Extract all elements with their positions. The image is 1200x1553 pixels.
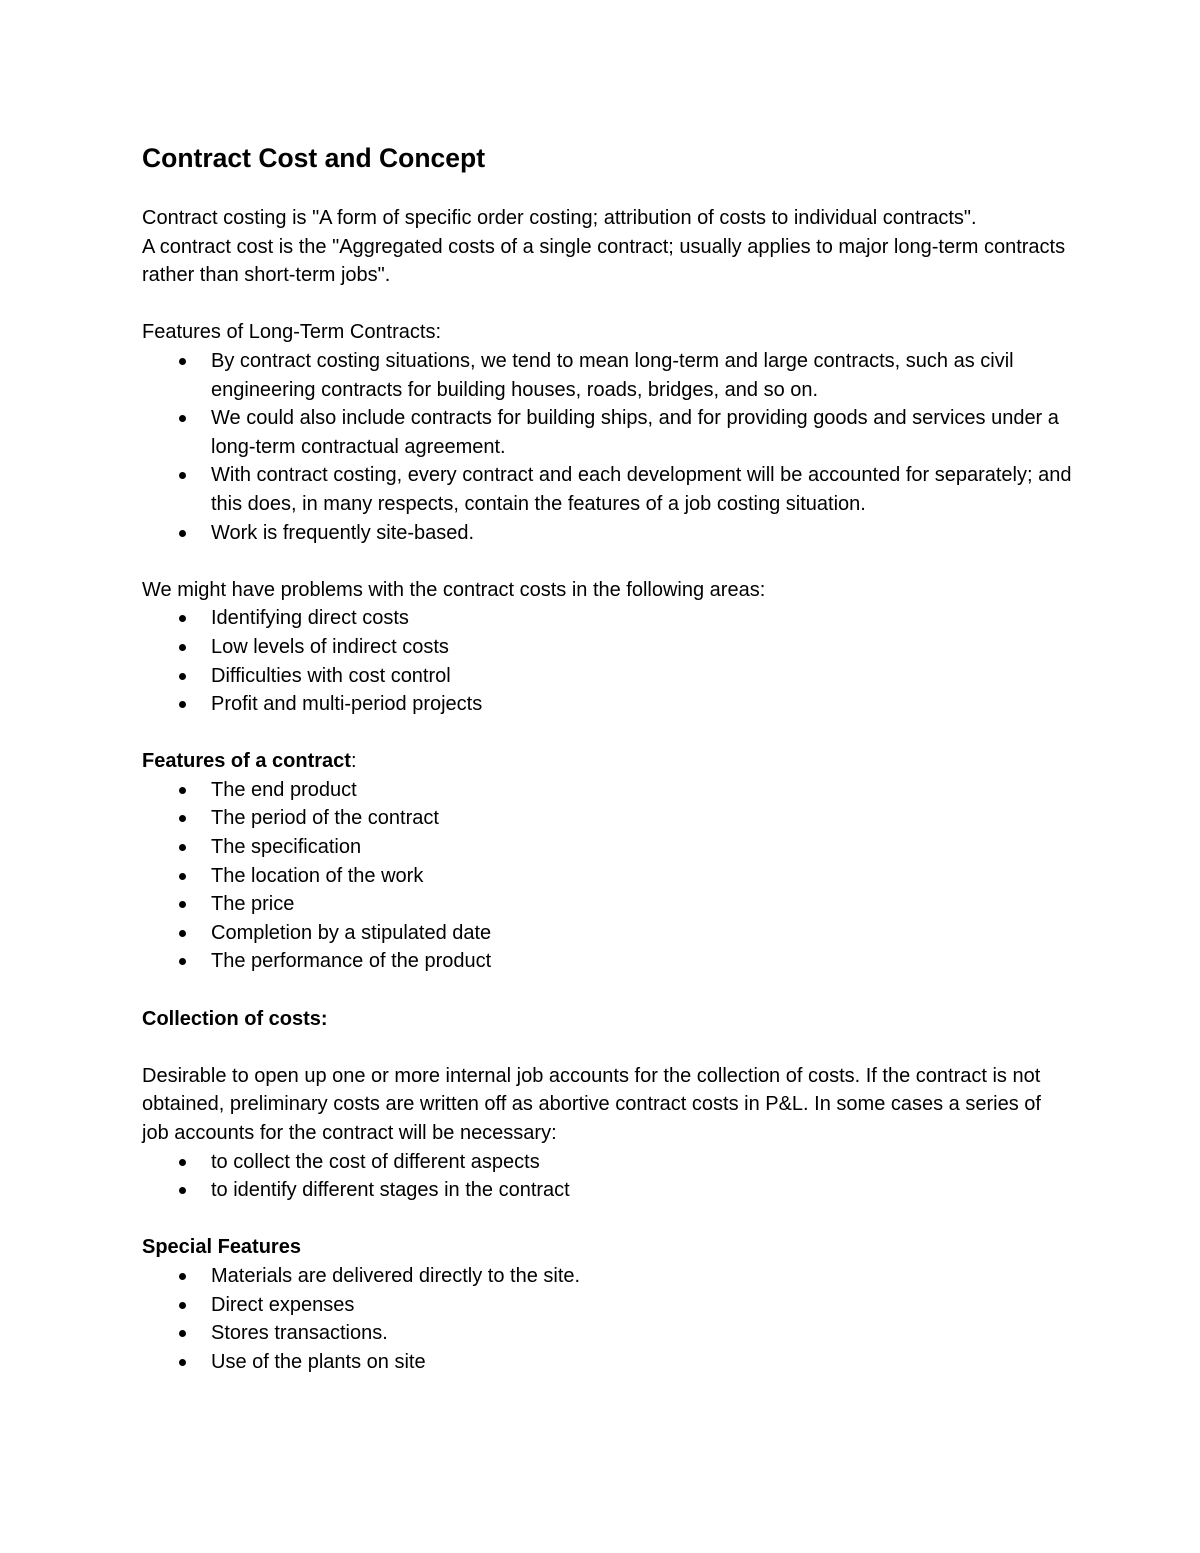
contract-features-list (142, 776, 1072, 976)
list-item: By contract costing situations, we tend to mean long-term and large contracts, such as civil engineering contracts for building houses, roads, bridges, and so on. (211, 347, 1072, 404)
list-item: The end product (211, 776, 1072, 805)
list-item: The location of the work (211, 862, 1072, 891)
page-title: Contract Cost and Concept (142, 143, 486, 173)
list-item: Work is frequently site-based. (211, 519, 1072, 548)
list-item: Direct expenses (211, 1291, 1072, 1320)
list-item: Difficulties with cost control (211, 662, 1072, 691)
problems-heading: We might have problems with the contract costs in the following areas: (142, 578, 766, 601)
list-item: Identifying direct costs (211, 604, 1072, 633)
list-item: to identify different stages in the contract (211, 1176, 1072, 1205)
long-term-list (142, 347, 1072, 547)
collection-heading: Collection of costs: (142, 1007, 328, 1030)
list-item: With contract costing, every contract and each development will be accounted for separately; and this does, in many respects, contain the features of a job costing situation. (211, 461, 1072, 518)
long-term-heading: Features of Long-Term Contracts: (142, 321, 442, 344)
list-item: Completion by a stipulated date (211, 919, 1072, 948)
list-item: Stores transactions. (211, 1319, 1072, 1348)
intro-paragraph-1: Contract costing is "A form of specific order costing; attribution of costs to individual contracts". (142, 207, 977, 229)
contract-features-heading (142, 747, 1072, 776)
special-features-list (142, 1262, 1072, 1376)
document-page (142, 138, 1072, 1376)
list-item: Low levels of indirect costs (211, 633, 1072, 662)
intro-paragraph-2: A contract cost is the "Aggregated costs of a single contract; usually applies to major long-term contracts rather than short-term jobs". (142, 235, 1066, 287)
list-item: to collect the cost of different aspects (211, 1148, 1072, 1177)
collection-paragraph: Desirable to open up one or more internal job accounts for the collection of costs. If the contract is not obtained, preliminary costs are written off as abortive contract costs in P&L. In some cases a series of job accounts for the contract will be necessary: (142, 1064, 1041, 1144)
list-item: Materials are delivered directly to the site. (211, 1262, 1072, 1291)
list-item: The period of the contract (211, 804, 1072, 833)
problems-list (142, 604, 1072, 718)
list-item: The price (211, 890, 1072, 919)
list-item: Use of the plants on site (211, 1348, 1072, 1377)
contract-features-heading-colon: : (350, 750, 357, 773)
list-item: Profit and multi-period projects (211, 690, 1072, 719)
list-item: The performance of the product (211, 947, 1072, 976)
contract-features-heading-text: Features of a contract (142, 750, 351, 773)
collection-list (142, 1148, 1072, 1205)
list-item: The specification (211, 833, 1072, 862)
special-features-heading: Special Features (142, 1236, 301, 1259)
list-item: We could also include contracts for building ships, and for providing goods and services under a long-term contractual agreement. (211, 404, 1072, 461)
